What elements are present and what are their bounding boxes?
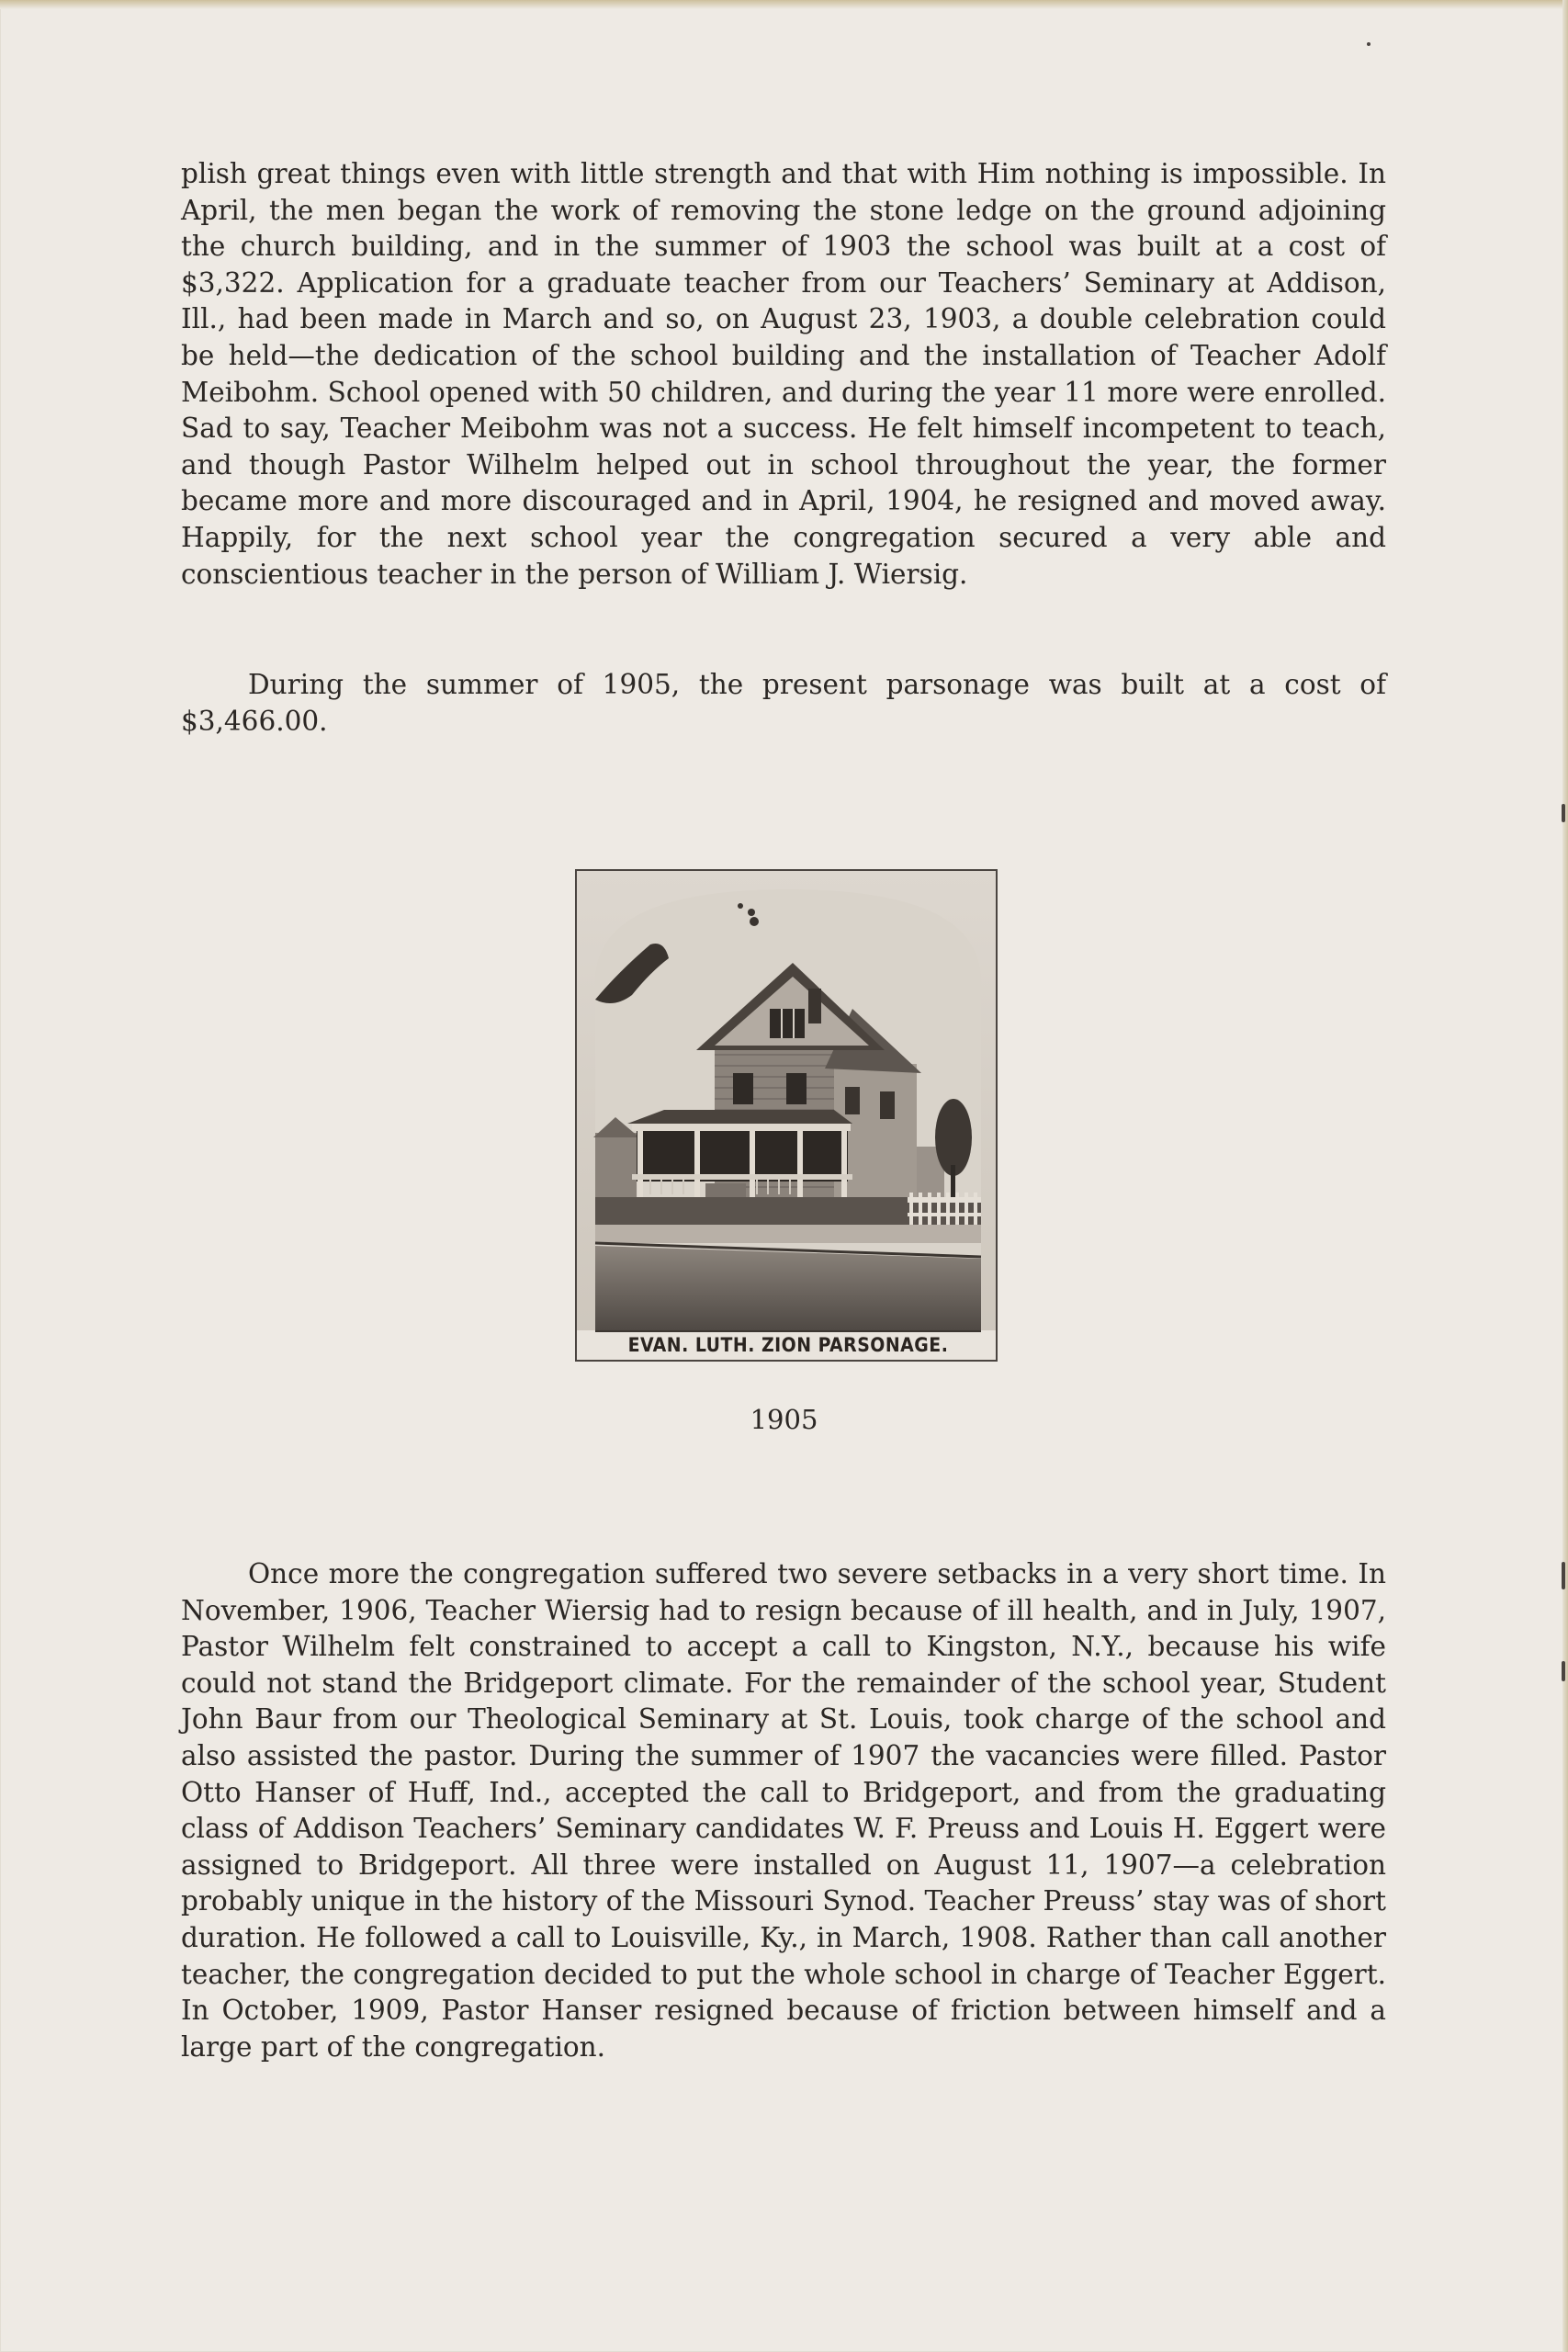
photo-caption: EVAN. LUTH. ZION PARSONAGE. bbox=[627, 1334, 949, 1356]
parsonage-house-illustration bbox=[577, 871, 998, 1362]
photo-year-caption: 1905 bbox=[750, 1404, 818, 1435]
paragraph-setbacks: Once more the congregation suffered two severe setbacks in a very short time. In November, 1906, Teacher Wiersig had to resign because of ill health, and in July, 1907, Pastor Wilhelm felt constrained to accept a call to Kingston, N.Y., because his wife could not stand the Bridgeport climate. For the remainder of the school year, Student John Baur from our Theological Seminary at St. Louis, took charge of the school and also assisted the pastor. During the summer of 1907 the vacancies were filled. Pastor Otto Hanser of Huff, Ind., accepted the call to Bridgeport, and from the graduating class of Addison Teachers’ Seminary candidates W. F. Preuss and Louis H. Eggert were assigned to Bridgeport. All three were installed on August 11, 1907—a celebration probably unique in the history of the Missouri Synod. Teacher Preuss’ stay was of short duration. He followed a call to Louisville, Ky., in March, 1908. Rather than call another teacher, the congregation decided to put the whole school in charge of Teacher Eggert. In October, 1909, Pastor Hanser resigned because of friction between himself and a large part of the congregation. bbox=[181, 1558, 1386, 2063]
print-speck bbox=[1562, 804, 1565, 822]
page-top-edge bbox=[0, 0, 1568, 9]
print-speck bbox=[1367, 42, 1371, 46]
print-speck bbox=[1562, 1661, 1565, 1681]
paragraph-parsonage-built: During the summer of 1905, the present parsonage was built at a cost of $3,466.00. bbox=[181, 669, 1386, 737]
parsonage-photo bbox=[575, 869, 998, 1362]
page-right-edge bbox=[1562, 0, 1568, 2352]
paragraph-school-history: plish great things even with little strength and that with Him nothing is impossible. In April, the men began the work of removing the stone ledge on the ground adjoining the church building, and in the summer of 1903 the school was built at a cost of $3,322. Application for a graduate teacher from our Teachers’ Seminary at Addison, Ill., had been made in March and so, on August 23, 1903, a double celebration could be held—the dedication of the school building and the installation of Teacher Adolf Meibohm. School opened with 50 children, and during the year 11 more were enrolled. Sad to say, Teacher Meibohm was not a success. He felt himself incompetent to teach, and though Pastor Wilhelm helped out in school throughout the year, the former became more and more discouraged and in April, 1904, he resigned and moved away. Happily, for the next school year the congregation secured a very able and conscientious teacher in the person of William J. Wiersig. bbox=[181, 158, 1386, 590]
print-speck bbox=[1562, 1562, 1565, 1589]
